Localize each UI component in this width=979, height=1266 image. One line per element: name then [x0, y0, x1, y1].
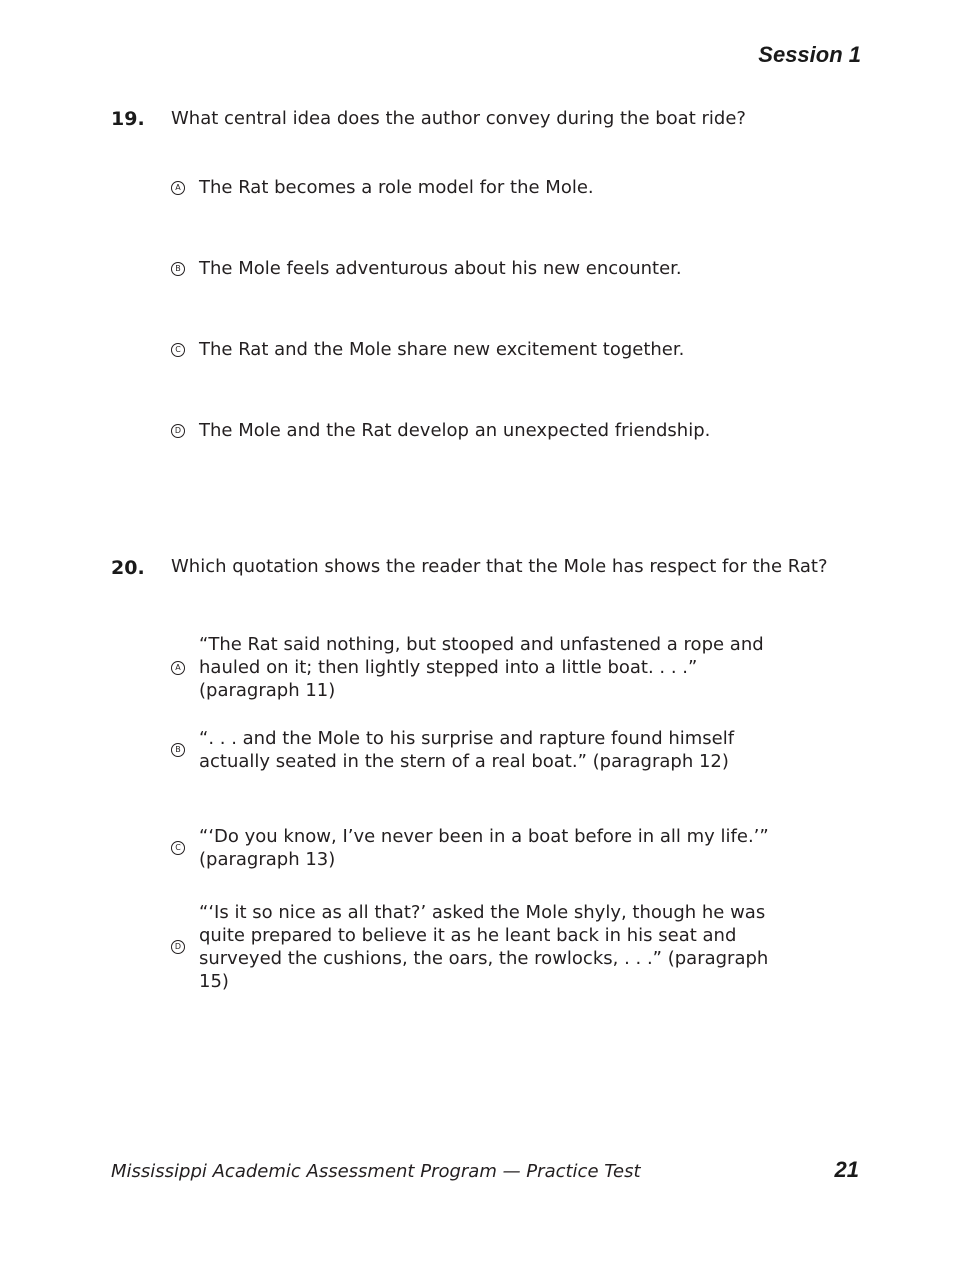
option-a-bubble[interactable]: A — [171, 661, 185, 675]
answer-option-c[interactable] — [171, 825, 791, 871]
question-stem: Which quotation shows the reader that the Mole has respect for the Rat? — [171, 556, 828, 577]
answer-option-b[interactable] — [171, 727, 791, 773]
option-d-bubble[interactable]: D — [171, 424, 185, 438]
option-text: The Rat and the Mole share new excitement together. — [199, 339, 685, 360]
answer-option-a[interactable] — [171, 176, 791, 199]
answer-option-d[interactable] — [171, 901, 791, 993]
option-text: The Mole and the Rat develop an unexpected friendship. — [199, 420, 711, 441]
answer-option-a[interactable] — [171, 633, 791, 702]
option-text: “‘Do you know, I’ve never been in a boat before in all my life.’” (paragraph 13) — [199, 826, 769, 870]
option-b-bubble[interactable]: B — [171, 743, 185, 757]
footer-title: Mississippi Academic Assessment Program — Practice Test — [111, 1161, 641, 1182]
answer-option-b[interactable] — [171, 257, 791, 280]
answer-option-d[interactable] — [171, 419, 791, 442]
option-text: The Mole feels adventurous about his new encounter. — [199, 258, 682, 279]
option-d-bubble[interactable]: D — [171, 940, 185, 954]
option-text: “‘Is it so nice as all that?’ asked the Mole shyly, though he was quite prepared to believe it as he leant back in his seat and surveyed the cushions, the oars, the rowlocks, . . .” (paragraph 15) — [199, 902, 769, 992]
answer-option-c[interactable] — [171, 338, 791, 361]
option-text: “. . . and the Mole to his surprise and rapture found himself actually seated in the stern of a real boat.” (paragraph 12) — [199, 728, 735, 772]
option-text: “The Rat said nothing, but stooped and unfastened a rope and hauled on it; then lightly stepped into a little boat. . . .” (paragraph 11) — [199, 634, 764, 701]
option-c-bubble[interactable]: C — [171, 841, 185, 855]
option-c-bubble[interactable]: C — [171, 343, 185, 357]
question-stem: What central idea does the author convey during the boat ride? — [171, 108, 746, 129]
session-label: Session 1 — [758, 42, 861, 67]
question-number: 19. — [111, 108, 145, 130]
option-b-bubble[interactable]: B — [171, 262, 185, 276]
question-number: 20. — [111, 557, 145, 579]
option-a-bubble[interactable]: A — [171, 181, 185, 195]
option-text: The Rat becomes a role model for the Mole. — [199, 177, 594, 198]
page-number: 21 — [834, 1157, 859, 1182]
